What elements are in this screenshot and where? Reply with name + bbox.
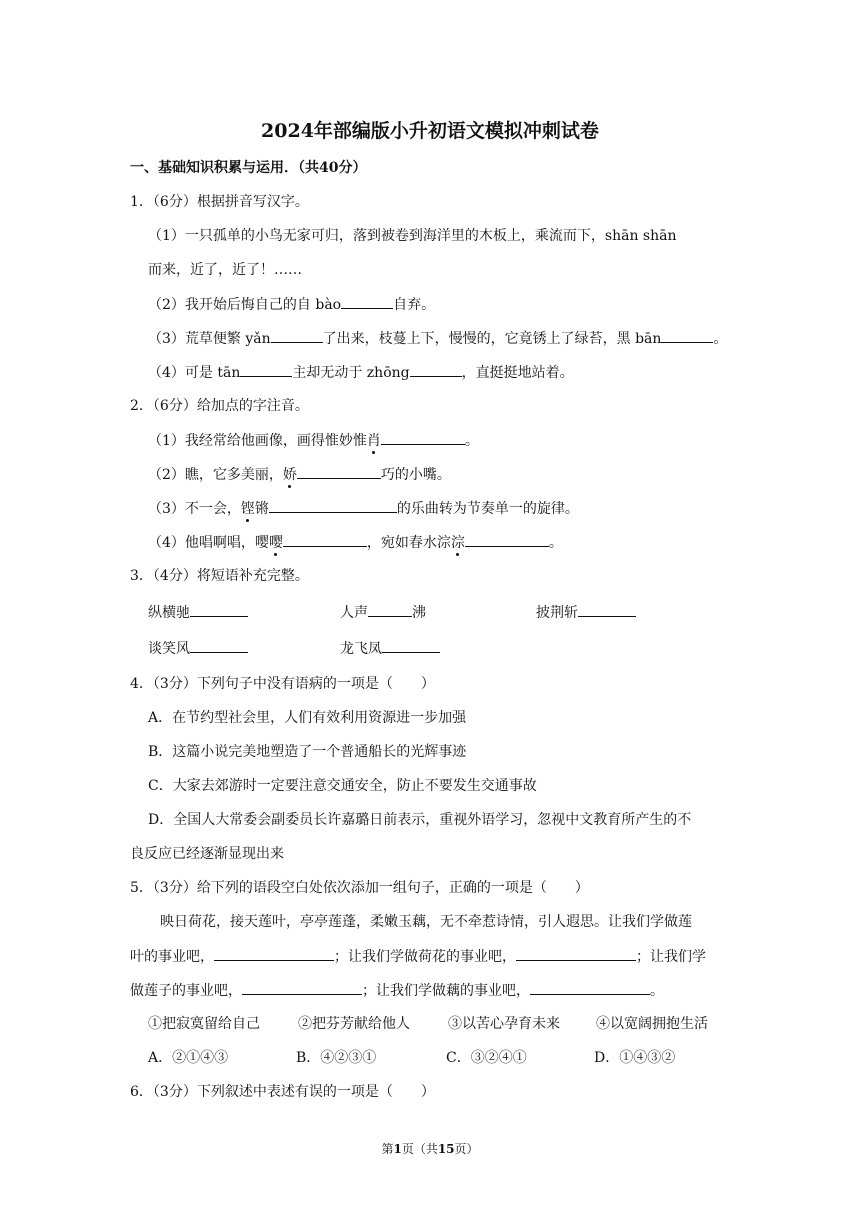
phrase-1-text: 纵横驰 xyxy=(148,605,190,621)
answer-blank[interactable] xyxy=(242,980,362,995)
answer-blank[interactable] xyxy=(271,328,323,343)
q2-item-1-text-end: 。 xyxy=(464,433,479,449)
answer-blank[interactable] xyxy=(382,638,440,653)
answer-blank[interactable] xyxy=(410,362,462,377)
answer-blank[interactable] xyxy=(578,602,636,617)
q5-option-a: A．②①④③ xyxy=(148,1050,229,1066)
q1-item-2 xyxy=(148,294,435,315)
answer-blank[interactable] xyxy=(283,532,367,547)
dotted-char: 娇 xyxy=(282,467,297,483)
q5-sentence-1: ①把寂寞留给自己 xyxy=(148,1016,260,1032)
phrase-5 xyxy=(340,638,440,659)
phrase-2 xyxy=(340,602,426,623)
q5-passage-line-2 xyxy=(130,946,706,967)
section-heading: 一、基础知识积累与运用．（共40分） xyxy=(130,160,367,176)
q3-heading: 3．（4分）将短语补充完整。 xyxy=(130,568,309,584)
q5-sentence-4: ④以宽阔拥抱生活 xyxy=(596,1016,708,1032)
phrase-5-text: 龙飞凤 xyxy=(340,641,382,657)
answer-blank[interactable] xyxy=(214,946,334,961)
q1-item-4-text-end: ，直挺挺地站着。 xyxy=(461,365,574,381)
footer-total-pages: 15 xyxy=(437,1142,455,1156)
page-title: 2024年部编版小升初语文模拟冲刺试卷 xyxy=(261,120,599,142)
q2-item-3-text: （3）不一会， xyxy=(148,501,241,517)
q1-item-1-line-2: 而来，近了，近了！…… xyxy=(148,262,302,278)
q5-option-c: C．③②④① xyxy=(446,1050,527,1066)
answer-blank[interactable] xyxy=(368,602,412,617)
q5-passage-text: ；让我们学做藕的事业吧， xyxy=(362,983,530,999)
q5-option-d: D．①④③② xyxy=(594,1050,676,1066)
answer-blank[interactable] xyxy=(516,946,636,961)
dotted-char: 肖 xyxy=(366,433,381,449)
q4-option-d-line-2: 良反应已经逐渐显现出来 xyxy=(130,846,284,862)
footer-page-number: 1 xyxy=(393,1142,402,1156)
q4-heading: 4．（3分）下列句子中没有语病的一项是（ ） xyxy=(130,676,435,692)
dotted-char: 嘤 xyxy=(268,535,283,551)
q5-passage-text: 。 xyxy=(650,983,664,999)
q2-item-4-text: （4）他唱啊唱，嘤 xyxy=(148,535,269,551)
q2-item-3-char: 锵 xyxy=(254,501,269,517)
q1-heading: 1．（6分）根据拼音写汉字。 xyxy=(130,194,309,210)
answer-blank[interactable] xyxy=(465,532,549,547)
phrase-2-text: 人声 xyxy=(340,605,368,621)
q5-passage-text: 叶的事业吧， xyxy=(130,949,214,965)
q4-option-d-line-1: D．全国人大常委会副委员长许嘉璐日前表示，重视外语学习，忽视中文教育所产生的不 xyxy=(148,812,692,828)
q6-heading: 6．（3分）下列叙述中表述有误的一项是（ ） xyxy=(130,1084,435,1100)
q5-passage-text: ；让我们学 xyxy=(636,949,706,965)
q2-item-1 xyxy=(148,430,479,451)
q1-item-4 xyxy=(148,362,574,383)
q2-item-2-text: （2）瞧，它多美丽， xyxy=(148,467,283,483)
q2-item-2-text-end: 巧的小嘴。 xyxy=(380,467,451,483)
answer-blank[interactable] xyxy=(190,638,248,653)
q2-item-4 xyxy=(148,532,563,553)
q4-option-a: A．在节约型社会里，人们有效利用资源进一步加强 xyxy=(148,710,467,726)
q2-heading: 2．（6分）给加点的字注音。 xyxy=(130,398,309,414)
q2-item-4-text-mid: ，宛如春水淙 xyxy=(366,535,451,551)
q5-sentence-2: ②把芬芳献给他人 xyxy=(298,1016,410,1032)
answer-blank[interactable] xyxy=(661,328,713,343)
q1-item-3-text-mid: 了出来，枝蔓上下，慢慢的，它竟锈上了绿苔，黑 bān xyxy=(322,331,662,347)
answer-blank[interactable] xyxy=(269,498,397,513)
answer-blank[interactable] xyxy=(240,362,292,377)
q2-item-2 xyxy=(148,464,451,485)
answer-blank[interactable] xyxy=(381,430,465,445)
q5-option-b: B．④②③① xyxy=(296,1050,377,1066)
q1-item-3-text: （3）荒草便繁 yǎn xyxy=(148,331,271,347)
q1-item-1-line-1: （1）一只孤单的小鸟无家可归，落到被卷到海洋里的木板上，乘流而下，shān shān xyxy=(148,228,677,244)
answer-blank[interactable] xyxy=(297,464,381,479)
q4-option-c: C．大家去郊游时一定要注意交通安全，防止不要发生交通事故 xyxy=(148,778,537,794)
phrase-3-text: 披荆斩 xyxy=(536,605,578,621)
answer-blank[interactable] xyxy=(341,294,393,309)
phrase-2-text-end: 沸 xyxy=(412,605,426,621)
answer-blank[interactable] xyxy=(530,980,650,995)
footer-suffix: 页） xyxy=(454,1142,479,1156)
q2-item-3-text-end: 的乐曲转为节奏单一的旋律。 xyxy=(396,501,579,517)
footer-mid: 页（共 xyxy=(401,1142,438,1156)
q5-passage-text: 做莲子的事业吧， xyxy=(130,983,242,999)
q5-sentence-3: ③以苦心孕育未来 xyxy=(448,1016,560,1032)
q1-item-2-text-end: 自弃。 xyxy=(393,297,436,313)
answer-blank[interactable] xyxy=(190,602,248,617)
q5-passage-line-1: 映日荷花，接天莲叶，亭亭莲蓬，柔嫩玉藕，无不牵惹诗情，引人遐思。让我们学做莲 xyxy=(160,914,692,930)
footer-prefix: 第 xyxy=(381,1142,394,1156)
q1-item-4-text: （4）可是 tān xyxy=(148,365,241,381)
q2-item-1-text: （1）我经常给他画像，画得惟妙惟 xyxy=(148,433,367,449)
phrase-3 xyxy=(536,602,636,623)
q5-passage-line-3 xyxy=(130,980,664,1001)
q2-item-4-text-end: 。 xyxy=(548,535,563,551)
q1-item-3-text-end: 。 xyxy=(713,331,728,347)
q5-passage-text: ；让我们学做荷花的事业吧， xyxy=(334,949,516,965)
q1-item-4-text-mid: 主却无动于 zhōng xyxy=(292,365,410,381)
phrase-4 xyxy=(148,638,248,659)
phrase-4-text: 谈笑风 xyxy=(148,641,190,657)
q1-item-2-text: （2）我开始后悔自己的自 bào xyxy=(148,297,342,313)
page-footer xyxy=(0,1140,860,1157)
dotted-char: 铿 xyxy=(240,501,255,517)
q4-option-b: B．这篇小说完美地塑造了一个普通船长的光辉事迹 xyxy=(148,744,467,760)
phrase-1 xyxy=(148,602,248,623)
q1-item-3 xyxy=(148,328,727,349)
dotted-char: 淙 xyxy=(450,535,465,551)
q5-heading: 5．（3分）给下列的语段空白处依次添加一组句子，正确的一项是（ ） xyxy=(130,880,589,896)
q2-item-3 xyxy=(148,498,579,519)
